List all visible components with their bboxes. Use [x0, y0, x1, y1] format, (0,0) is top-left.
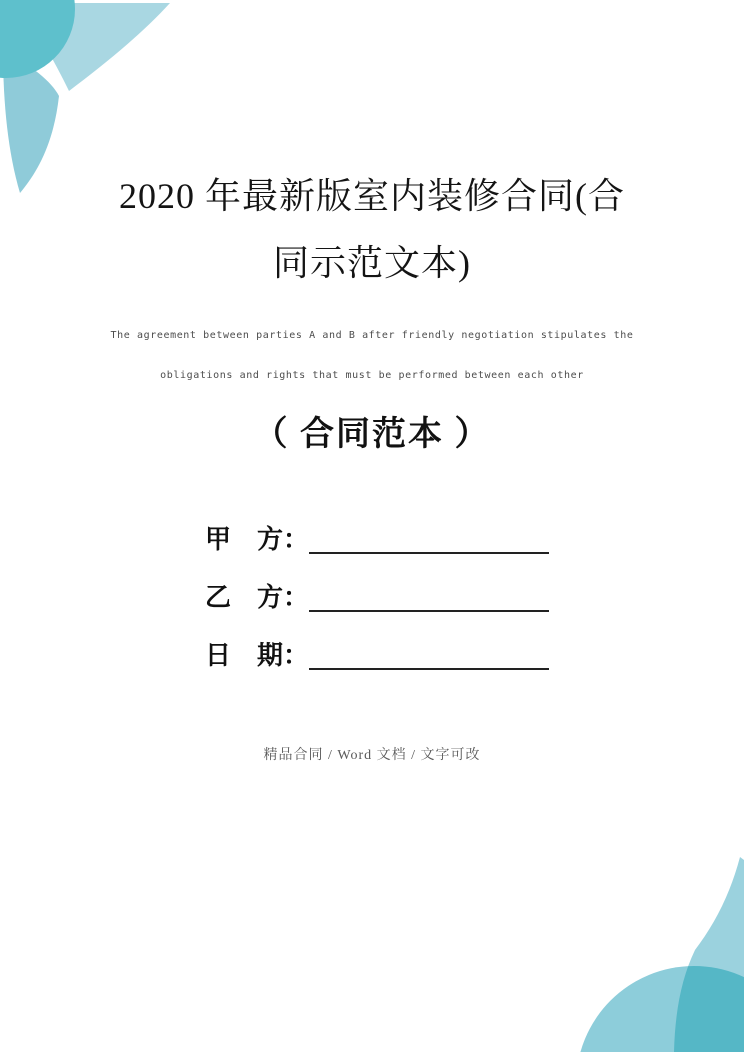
party-b-label: 乙 方：	[205, 583, 310, 612]
party-b-fill-line	[309, 582, 549, 612]
party-a-label: 甲 方：	[205, 525, 310, 554]
circle-shape-bottom	[576, 966, 744, 1052]
date-fill-line	[309, 640, 549, 670]
field-row-party-b	[205, 582, 565, 640]
party-a-fill-line	[309, 524, 549, 554]
date-label: 日 期：	[205, 641, 310, 670]
circle-shape-corner	[0, 0, 75, 78]
document-subtitle-line1: The agreement between parties A and B after friendly negotiation stipulates the	[110, 330, 634, 341]
document-subtitle-line2: obligations and rights that must be performed between each other	[160, 370, 584, 381]
circle-petal-overlap-shape	[576, 966, 744, 1052]
petal-shape-right-edge	[674, 857, 744, 1052]
document-title-line2: 同示范文本)	[273, 243, 471, 283]
field-row-date	[205, 640, 565, 698]
document-title	[0, 163, 744, 297]
contract-template-banner: （ 合同范本 ）	[253, 416, 491, 453]
signature-fields	[205, 524, 565, 698]
field-row-party-a	[205, 524, 565, 582]
document-footer: 精品合同 / Word 文档 / 文字可改	[263, 748, 481, 763]
document-title-line1: 2020 年最新版室内装修合同(合	[119, 176, 625, 216]
corner-decoration-bottom-right	[544, 852, 744, 1052]
petal-shape-top-right	[18, 3, 170, 91]
document-subtitle	[0, 316, 744, 396]
